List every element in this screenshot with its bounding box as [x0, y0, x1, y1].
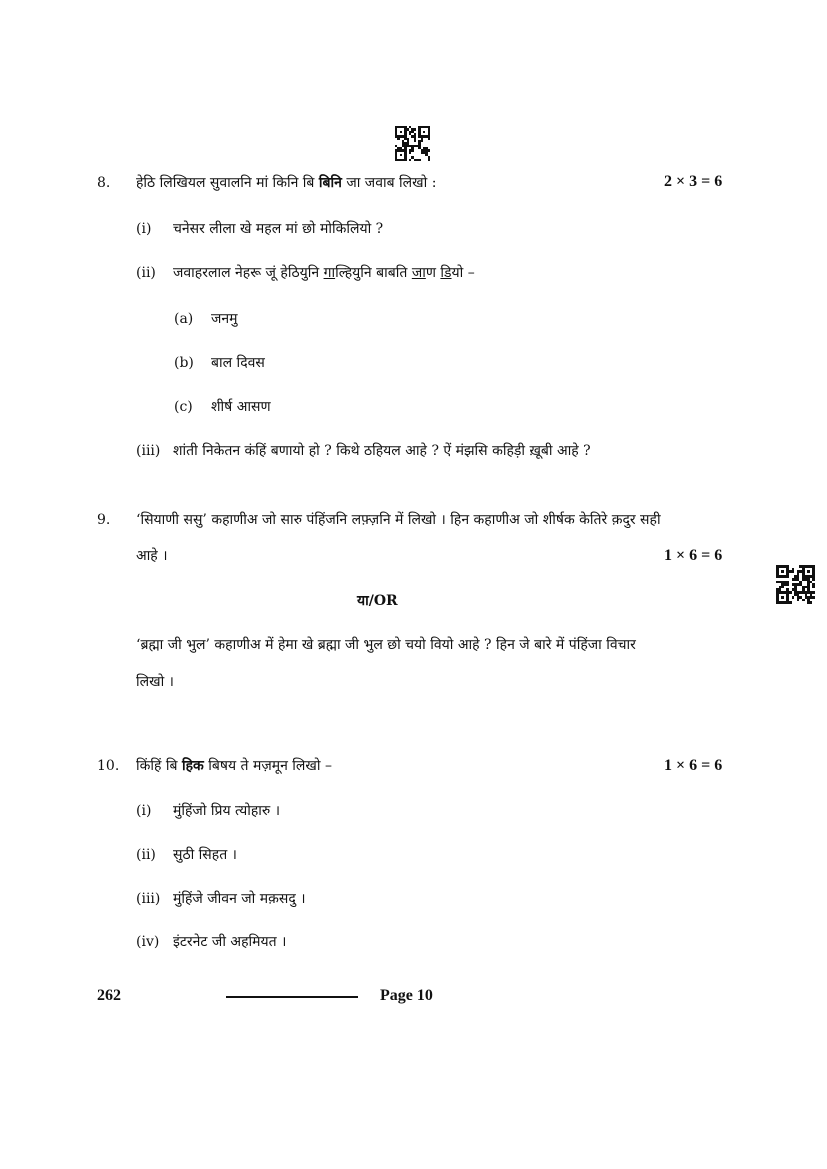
page-number: Page 10 — [380, 987, 433, 1004]
qr-code-side — [776, 565, 815, 604]
q10-instruction: किंहिं बि हिक बिषय ते मज़मून लिखो – — [136, 758, 332, 774]
q8-i-label: (i) — [136, 221, 152, 237]
q8-i-text: चनेसर लीला खे महल मां छो मोकिलियो ? — [173, 221, 384, 237]
q9-alt-line-1: ‘ब्रह्मा जी भुल’ कहाणीअ में हेमा खे ब्रह्मा जी भुल छो चयो वियो आहे ? हिन जे बारे में पंहिंजा विचार — [136, 637, 636, 653]
q8-ii-b-text: बाल दिवस — [211, 355, 265, 371]
q8-number: 8. — [97, 175, 111, 191]
q8-ii-c-text: शीर्ष आसण — [211, 399, 271, 415]
q10-emphasis: हिक — [181, 758, 204, 774]
q8-ii-c-label: (c) — [174, 399, 193, 415]
q9-line-2: आहे । — [136, 548, 168, 564]
q9-line-1: ‘सियाणी ससु’ कहाणीअ जो सारु पंहिंजनि लफ़्ज़नि में लिखो । हिन कहाणीअ जो शीर्षक केतिरे क़दुर सही — [136, 512, 661, 528]
q9-or-separator: या/OR — [357, 593, 398, 609]
q8-ii-b-label: (b) — [174, 355, 194, 371]
q10-item-text: मुंहिंजो प्रिय त्योहारु । — [173, 803, 281, 819]
q10-marks: 1 × 6 = 6 — [664, 757, 723, 774]
paper-code: 262 — [97, 987, 121, 1004]
q8-instruction: हेठि लिखियल सुवालनि मां किनि बि बिनि जा जवाब लिखो : — [136, 175, 437, 191]
q10-item-label: (i) — [136, 803, 152, 819]
q8-iii-text: शांती निकेतन कंहिं बणायो हो ? किथे ठहियल आहे ? ऐं मंझसि कहिड़ी ख़ूबी आहे ? — [173, 443, 591, 459]
q10-item-label: (iv) — [136, 934, 160, 950]
q8-iii-label: (iii) — [136, 443, 161, 459]
q8-marks: 2 × 3 = 6 — [664, 173, 723, 190]
q10-item-label: (ii) — [136, 847, 156, 863]
q10-number: 10. — [97, 758, 120, 774]
q10-item-label: (iii) — [136, 891, 161, 907]
q8-ii-a-label: (a) — [174, 311, 194, 327]
q8-ii-text: जवाहरलाल नेहरू जूं हेठियुनि गाल्हियुनि बाबति जाण डियो – — [173, 265, 475, 281]
q10-item-text: मुंहिंजे जीवन जो मक़सदु । — [173, 891, 306, 907]
q8-ii-label: (ii) — [136, 265, 156, 281]
footer-rule — [226, 996, 358, 998]
q9-number: 9. — [97, 512, 111, 528]
q10-item-text: इंटरनेट जी अहमियत । — [173, 934, 287, 950]
q8-emphasis: बिनि — [318, 175, 342, 191]
qr-code-top — [395, 126, 430, 161]
q9-alt-line-2: लिखो । — [136, 674, 174, 690]
q8-ii-a-text: जनमु — [211, 311, 238, 327]
q9-marks: 1 × 6 = 6 — [664, 547, 723, 564]
q10-item-text: सुठी सिहत । — [173, 847, 237, 863]
